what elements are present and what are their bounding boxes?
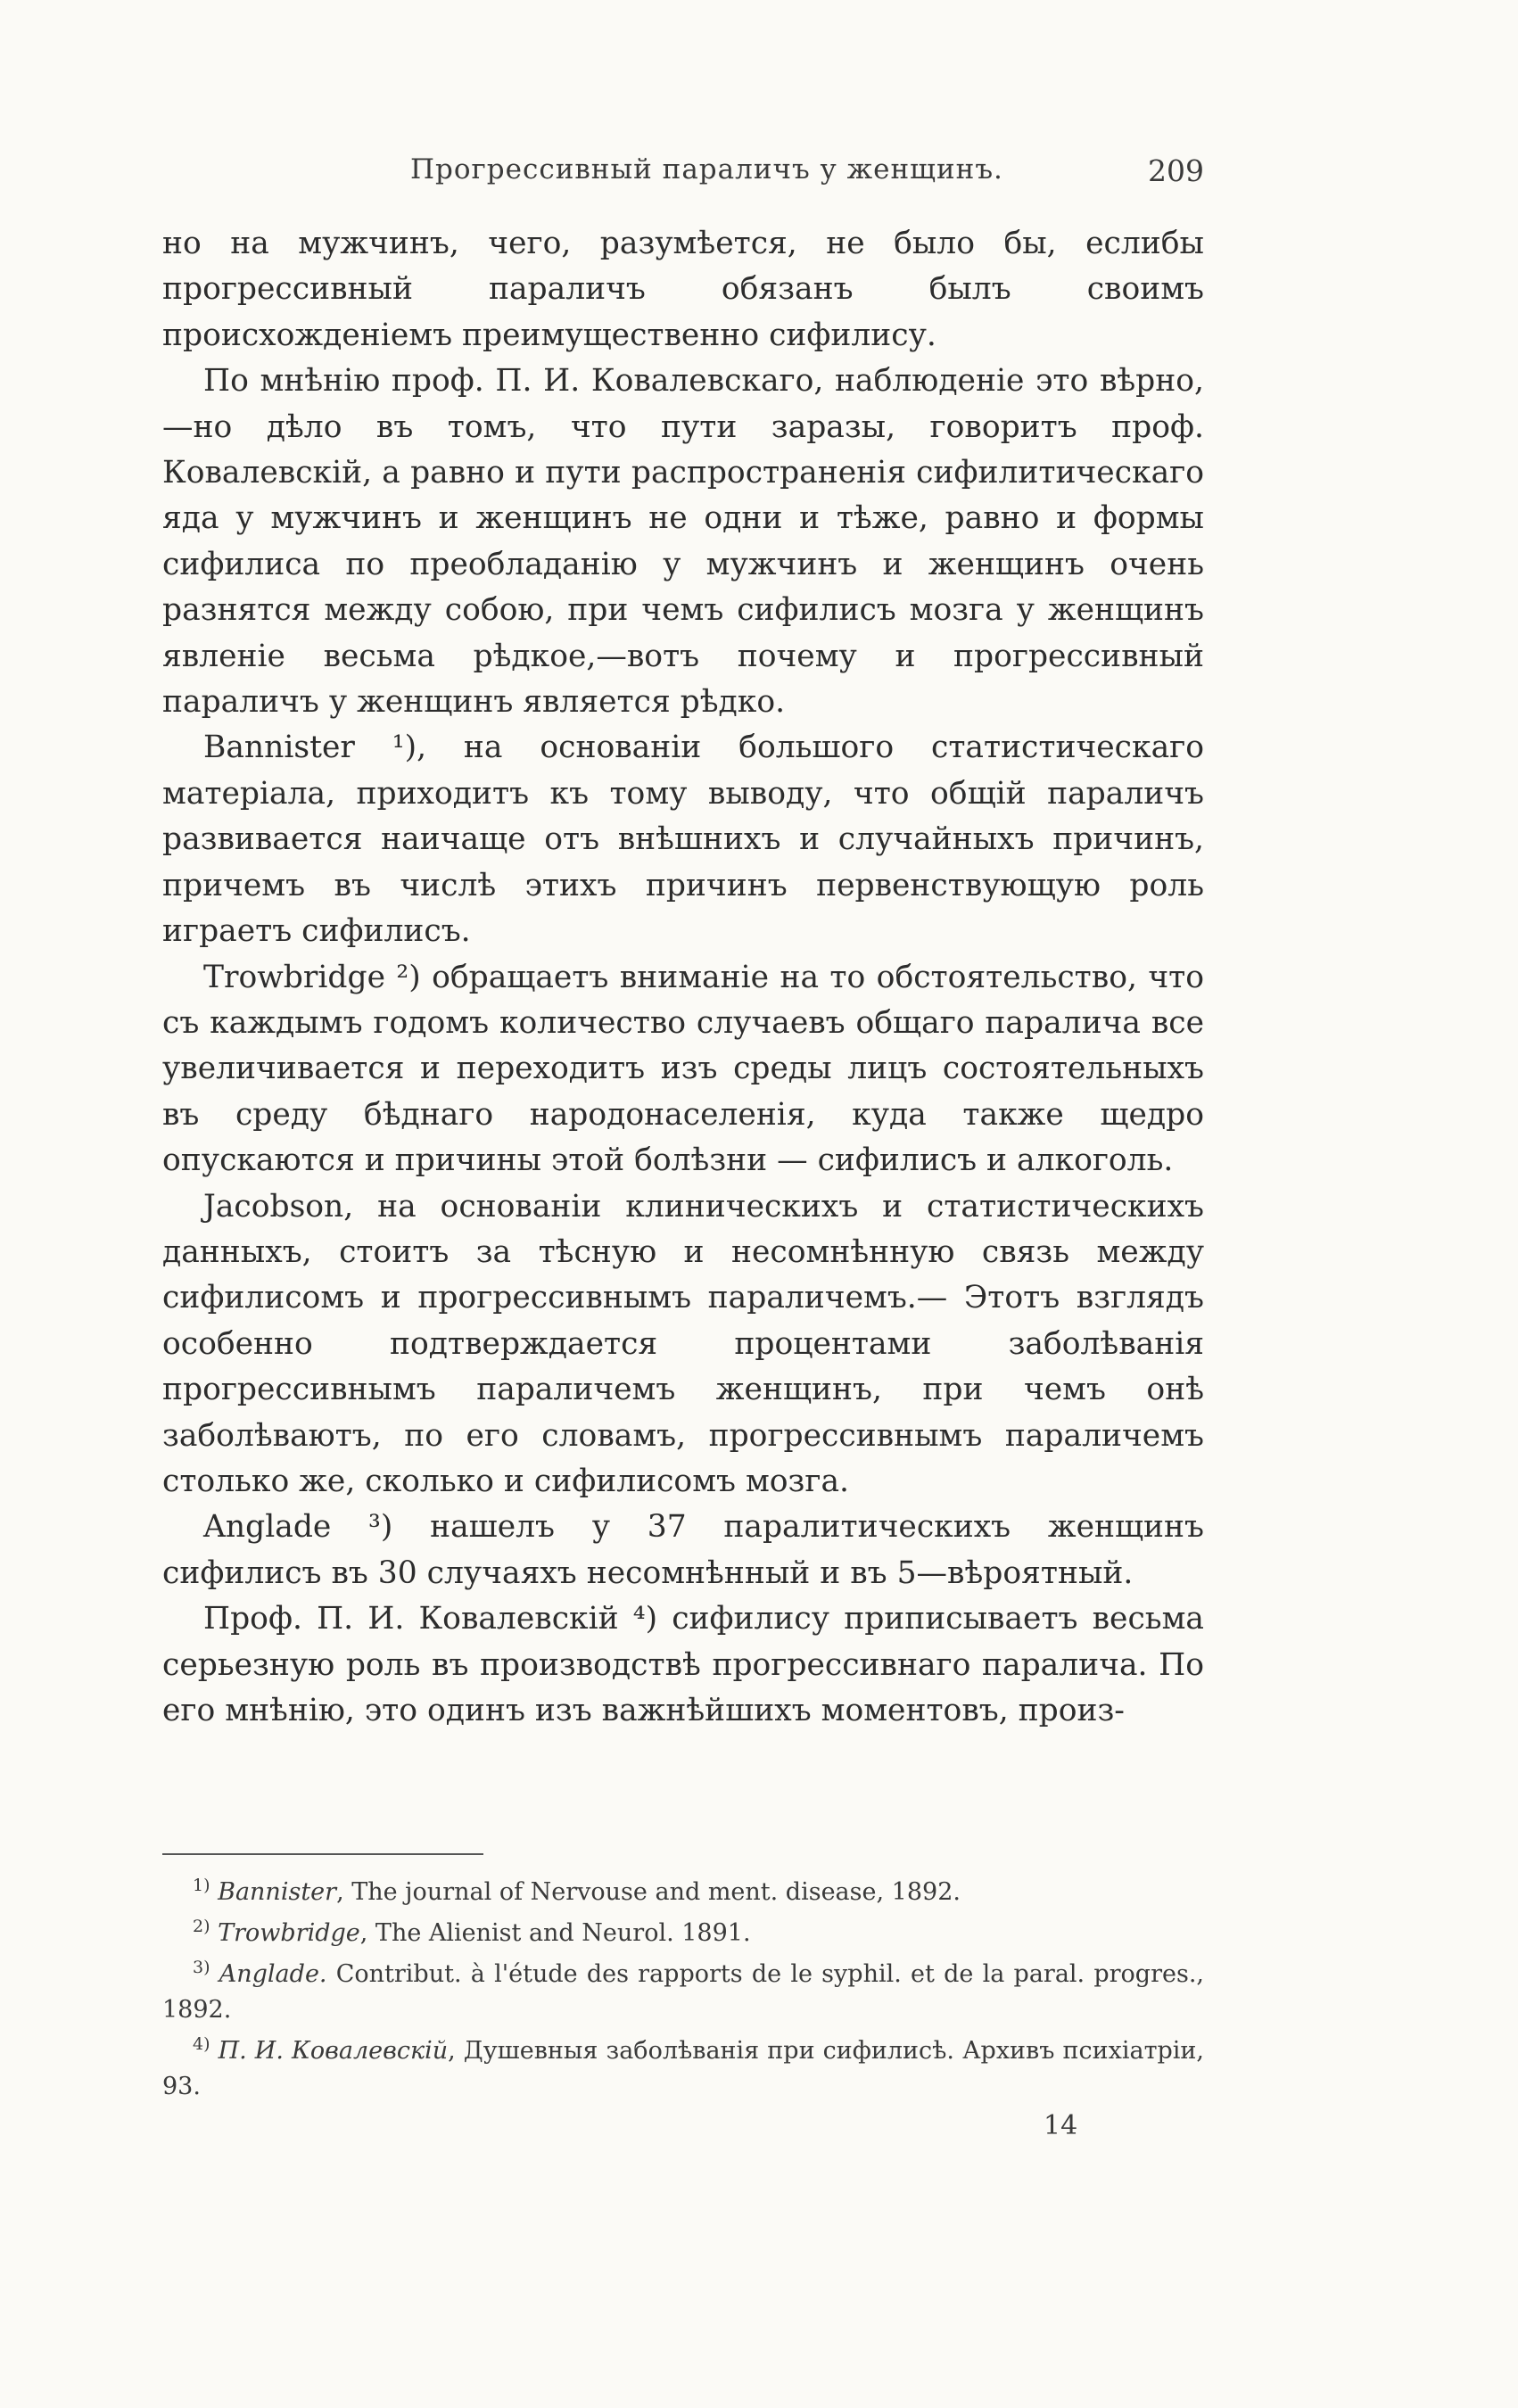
- footnote: [162, 1875, 1204, 1910]
- running-head: Прогрессивный параличъ у женщинъ.: [410, 153, 1003, 186]
- footnotes: [162, 1875, 1204, 2110]
- paragraph: Bannister ¹), на основаніи большого статистическаго матеріала, приходитъ къ тому выводу, что общій параличъ развивается наичаще отъ внѣшнихъ и случайныхъ причинъ, причемъ въ числѣ этихъ причинъ первенствующую роль играетъ сифилисъ.: [162, 730, 1204, 950]
- footnote-text: Contribut. à l'étude des rapports de le syphil. et de la paral. progres., 1892.: [162, 1960, 1204, 2024]
- body-text: [162, 221, 1204, 1734]
- footnote-mark: 3): [193, 1958, 210, 1977]
- printer-signature: 14: [1044, 2110, 1078, 2141]
- paragraph: Jacobson, на основаніи клиническихъ и статистическихъ данныхъ, стоитъ за тѣсную и несомнѣнную связь между сифилисомъ и прогрессивнымъ параличемъ.— Этотъ взглядъ особенно подтверждается процентами заболѣванія прогрессивнымъ параличемъ женщинъ, при чемъ онѣ заболѣваютъ, по его словамъ, прогрессивнымъ параличемъ столько же, сколько и сифилисомъ мозга.: [162, 1188, 1204, 1499]
- footnote: [162, 1957, 1204, 2028]
- footnote-divider: [162, 1853, 483, 1855]
- footnote-author: Bannister: [218, 1878, 337, 1906]
- paragraph: Anglade ³) нашелъ у 37 паралитическихъ женщинъ сифилисъ въ 30 случаяхъ несомнѣнный и въ 5—вѣроятный.: [162, 1509, 1204, 1591]
- paragraph: Проф. П. И. Ковалевскій ⁴) сифилису приписываетъ весьма серьезную роль въ производствѣ прогрессивнаго паралича. По его мнѣнію, это одинъ изъ важнѣйшихъ моментовъ, произ-: [162, 1601, 1204, 1728]
- footnote: [162, 2033, 1204, 2105]
- footnote-author: Trowbridge: [218, 1919, 360, 1947]
- page-header: [161, 153, 1204, 196]
- footnote: [162, 1916, 1204, 1951]
- paragraph: По мнѣнію проф. П. И. Ковалевскаго, наблюденіе это вѣрно,—но дѣло въ томъ, что пути заразы, говоритъ проф. Ковалевскій, а равно и пути распространенія сифилитическаго яда у мужчинъ и женщинъ не одни и тѣже, равно и формы сифилиса по преобладанію у мужчинъ и женщинъ очень разнятся между собою, при чемъ сифилисъ мозга у женщинъ явленіе весьма рѣдкое,—вотъ почему и прогрессивный параличъ у женщинъ является рѣдко.: [162, 363, 1204, 721]
- footnote-author: П. И. Ковалевскій: [218, 2037, 449, 2065]
- footnote-text: , Душевныя заболѣванія при сифилисѣ. Архивъ психіатріи, 93.: [162, 2037, 1204, 2100]
- footnote-text: , The journal of Nervouse and ment. disease, 1892.: [336, 1878, 961, 1906]
- footnote-mark: 1): [193, 1876, 210, 1895]
- footnote-mark: 2): [193, 1917, 210, 1936]
- footnote-author: Anglade.: [219, 1960, 327, 1988]
- footnote-mark: 4): [193, 2034, 210, 2054]
- paragraph: но на мужчинъ, чего, разумѣется, не было бы, еслибы прогрессивный параличъ обязанъ былъ своимъ происхожденіемъ преимущественно сифилису.: [162, 226, 1204, 353]
- footnote-text: , The Alienist and Neurol. 1891.: [359, 1919, 751, 1947]
- page-number: 209: [1148, 153, 1204, 188]
- paragraph: Trowbridge ²) обращаетъ вниманіе на то обстоятельство, что съ каждымъ годомъ количество случаевъ общаго паралича все увеличивается и переходитъ изъ среды лицъ состоятельныхъ въ среду бѣднаго народонаселенія, куда также щедро опускаются и причины этой болѣзни — сифилисъ и алкоголь.: [162, 959, 1204, 1179]
